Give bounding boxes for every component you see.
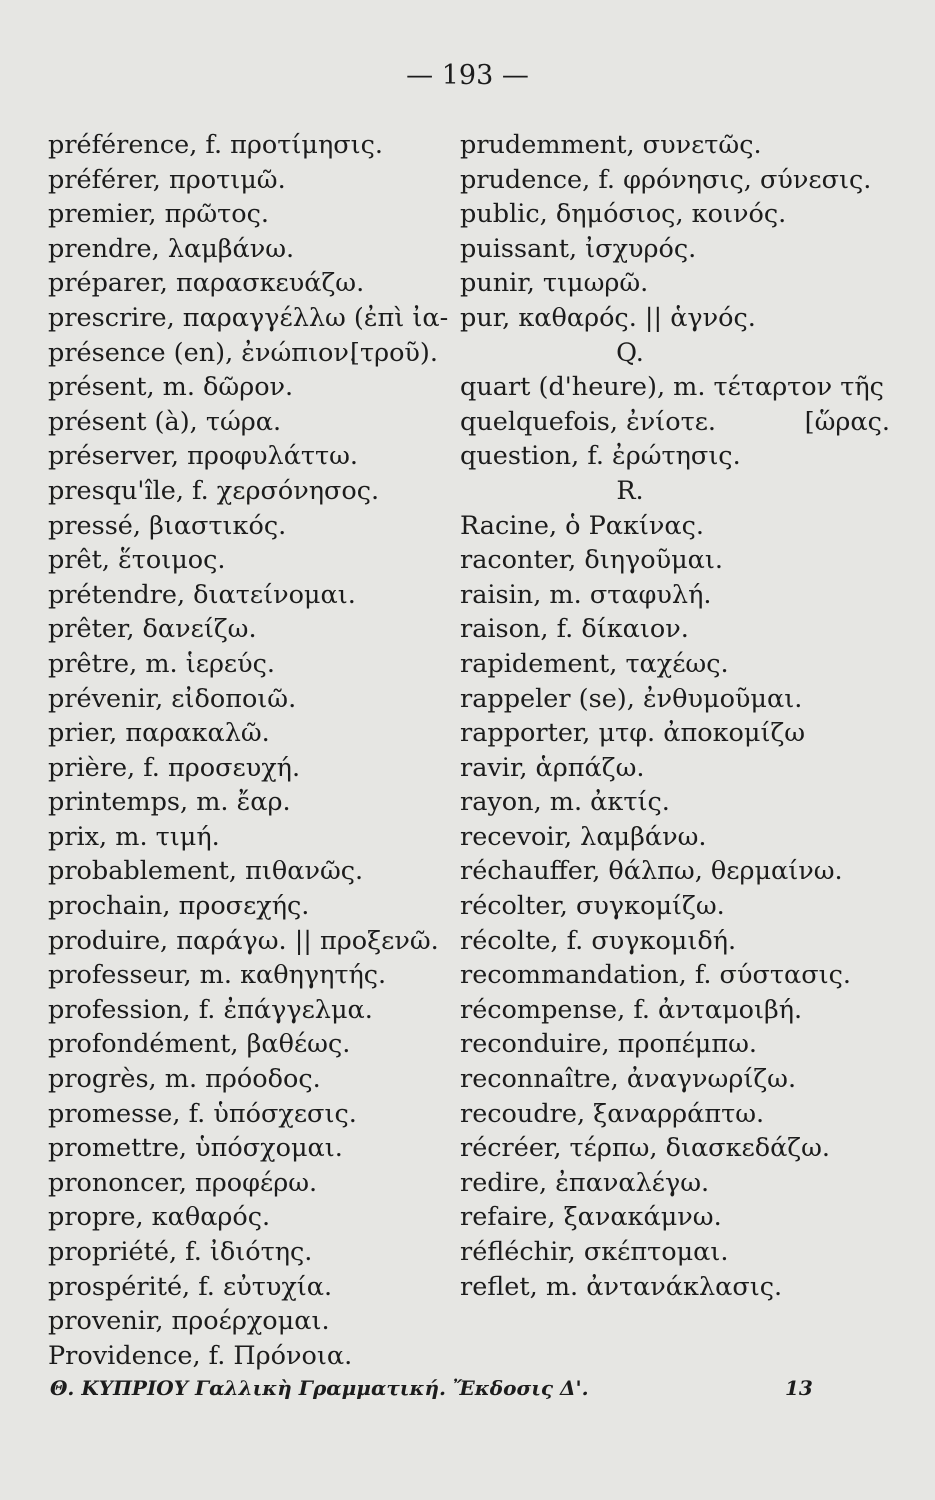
entry-text: récréer, τέρπω, διασκεδάζω.: [460, 1133, 831, 1164]
dictionary-entry: [48, 1097, 438, 1132]
dictionary-entry: [460, 128, 890, 163]
entry-text: rappeler (se), ἐνθυμοῦμαι.: [460, 683, 803, 714]
entry-text: propriété, f. ἰδιότης.: [48, 1237, 313, 1267]
dictionary-entry: [460, 1062, 890, 1097]
entry-text: récompense, f. ἀνταμοιβή.: [460, 994, 803, 1025]
dictionary-entry: [48, 1270, 438, 1305]
dictionary-entry: [460, 301, 890, 336]
dictionary-entry: [460, 820, 890, 855]
dictionary-entry: [48, 543, 438, 578]
dictionary-entry: [48, 958, 438, 993]
dictionary-entry: [48, 163, 438, 198]
dictionary-entry: [460, 578, 890, 613]
dictionary-entry: [48, 682, 438, 717]
dictionary-entry: [48, 266, 438, 301]
dictionary-entry: [48, 751, 438, 786]
dictionary-entry: [460, 751, 890, 786]
dictionary-entry: [460, 439, 890, 474]
dictionary-entry: [460, 924, 890, 959]
dictionary-entry: [460, 197, 890, 232]
entry-text: quart (d'heure), m. τέταρτον τῆς: [460, 372, 884, 403]
entry-text: progrès, m. πρόοδος.: [48, 1064, 321, 1095]
entry-text: prudence, f. φρόνησις, σύνεσις.: [460, 164, 872, 195]
dictionary-entry: [48, 1062, 438, 1097]
entry-text: profondément, βαθέως.: [48, 1029, 351, 1060]
entry-text: premier, πρῶτος.: [48, 199, 270, 230]
letter-heading: R.: [616, 475, 644, 506]
dictionary-entry: [48, 854, 438, 889]
entry-text: ravir, ἁρπάζω.: [460, 752, 645, 783]
entry-text: puissant, ἰσχυρός.: [460, 233, 697, 264]
entry-text: présence (en), ἐνώπιον.: [48, 337, 358, 368]
dictionary-entry: [460, 854, 890, 889]
entry-text: recommandation, f. σύστασις.: [460, 960, 851, 991]
dictionary-entry: [460, 163, 890, 198]
entry-text: punir, τιμωρῶ.: [460, 268, 649, 299]
entry-text: reconnaître, ἀναγνωρίζω.: [460, 1064, 797, 1095]
entry-text: rapporter, μτφ. ἀποκομίζω: [460, 718, 806, 749]
dictionary-entry: [460, 1200, 890, 1235]
entry-text: raconter, διηγοῦμαι.: [460, 545, 724, 576]
dictionary-entry: [48, 509, 438, 544]
entry-text: prêtre, m. ἱερεύς.: [48, 648, 276, 679]
entry-text: prix, m. τιμή.: [48, 821, 220, 852]
dictionary-entry: [48, 785, 438, 820]
footer-signature: 13: [785, 1376, 813, 1400]
entry-text: réchauffer, θάλπω, θερμαίνω.: [460, 856, 843, 887]
dictionary-entry: [48, 301, 449, 336]
left-column: [48, 128, 449, 1373]
dictionary-entry: [460, 370, 890, 405]
dictionary-entry: [48, 474, 438, 509]
letter-heading: Q.: [616, 337, 644, 368]
page-number: — 193 —: [406, 60, 529, 91]
dictionary-entry: [48, 128, 438, 163]
entry-text: printemps, m. ἔαρ.: [48, 787, 291, 818]
entry-text: prospérité, f. εὐτυχία.: [48, 1271, 333, 1302]
dictionary-entry: [460, 1166, 890, 1201]
entry-text: profession, f. ἐπάγγελμα.: [48, 994, 373, 1025]
entry-text: préférence, f. προτίμησις.: [48, 130, 384, 160]
entry-text: raison, f. δίκαιον.: [460, 614, 689, 645]
dictionary-entry: [460, 1235, 890, 1270]
entry-text: Providence, f. Πρόνοια.: [48, 1340, 353, 1371]
dictionary-entry: [460, 682, 890, 717]
dictionary-entry: [460, 1097, 890, 1132]
dictionary-entry: [48, 647, 438, 682]
dictionary-entry: [48, 1131, 438, 1166]
entry-text: Racine, ὁ Ρακίνας.: [460, 510, 705, 541]
entry-text: récolte, f. συγκομιδή.: [460, 925, 737, 956]
entry-text: prière, f. προσευχή.: [48, 752, 301, 783]
entry-text: question, f. ἐρώτησις.: [460, 441, 741, 472]
dictionary-entry: [460, 958, 890, 993]
dictionary-entry: [460, 647, 890, 682]
dictionary-entry: [48, 370, 438, 405]
entry-text: propre, καθαρός.: [48, 1202, 271, 1233]
entry-text: provenir, προέρχομαι.: [48, 1306, 330, 1337]
entry-text: pressé, βιαστικός.: [48, 510, 287, 541]
dictionary-entry: [48, 1235, 438, 1270]
footer-title: Θ. ΚΥΠΡΙΟΥ Γαλλικὴ Γραμματική. Ἔκδοσις Δ'.: [50, 1376, 589, 1400]
entry-continuation: [ὥρας.: [804, 406, 890, 437]
entry-text: préparer, παρασκευάζω.: [48, 268, 365, 299]
entry-text: probablement, πιθανῶς.: [48, 856, 364, 887]
dictionary-entry: [460, 405, 890, 440]
entry-text: redire, ἐπαναλέγω.: [460, 1167, 710, 1198]
dictionary-entry: [460, 266, 890, 301]
dictionary-entry: [48, 439, 438, 474]
dictionary-entry: [48, 197, 438, 232]
dictionary-entry: [48, 1027, 438, 1062]
dictionary-entry: [460, 232, 890, 267]
dictionary-entry: [48, 578, 438, 613]
dictionary-entry: [48, 1304, 438, 1339]
dictionary-entry: [48, 232, 438, 267]
entry-continuation: [τροῦ).: [350, 337, 438, 368]
entry-text: rapidement, ταχέως.: [460, 648, 729, 679]
entry-text: présent, m. δῶρον.: [48, 372, 294, 403]
dictionary-entry: [460, 993, 890, 1028]
dictionary-entry: [460, 509, 890, 544]
entry-text: recevoir, λαμβάνω.: [460, 821, 707, 852]
entry-text: prochain, προσεχής.: [48, 891, 310, 922]
entry-text: reconduire, προπέμπω.: [460, 1029, 758, 1060]
entry-text: prudemment, συνετῶς.: [460, 130, 762, 160]
dictionary-entry: [48, 993, 438, 1028]
entry-text: produire, παράγω. || προξενῶ.: [48, 925, 439, 956]
dictionary-entry: [460, 543, 890, 578]
entry-text: prendre, λαμβάνω.: [48, 233, 295, 264]
entry-text: pur, καθαρός. || ἁγνός.: [460, 302, 756, 333]
entry-text: raisin, m. σταφυλή.: [460, 579, 712, 610]
dictionary-entry: [48, 889, 438, 924]
dictionary-entry: [48, 924, 438, 959]
entry-text: recoudre, ξαναρράπτω.: [460, 1098, 765, 1129]
dictionary-entry: [460, 1027, 890, 1062]
dictionary-entry: [48, 612, 438, 647]
dictionary-entry: [460, 1270, 890, 1305]
entry-text: prétendre, διατείνομαι.: [48, 579, 356, 610]
dictionary-entry: [460, 612, 890, 647]
dictionary-entry: [460, 785, 890, 820]
dictionary-entry: [460, 889, 890, 924]
dictionary-entry: [460, 716, 890, 751]
dictionary-entry: [48, 716, 438, 751]
entry-text: réfléchir, σκέπτομαι.: [460, 1237, 729, 1267]
entry-text: prononcer, προφέρω.: [48, 1167, 318, 1198]
entry-text: presqu'île, f. χερσόνησος.: [48, 475, 380, 506]
entry-text: prescrire, παραγγέλλω (ἐπὶ ἰα-: [48, 302, 449, 333]
entry-text: préserver, προφυλάττω.: [48, 441, 359, 472]
entry-text: quelquefois, ἐνίοτε.: [460, 406, 717, 437]
entry-text: professeur, m. καθηγητής.: [48, 960, 387, 991]
entry-text: rayon, m. ἀκτίς.: [460, 787, 670, 818]
right-column: [460, 128, 890, 1304]
entry-text: promesse, f. ὑπόσχεσις.: [48, 1098, 357, 1129]
entry-text: reflet, m. ἀντανάκλασις.: [460, 1271, 783, 1302]
dictionary-entry: [48, 820, 438, 855]
entry-text: prêt, ἕτοιμος.: [48, 545, 226, 576]
entry-text: prêter, δανείζω.: [48, 614, 257, 645]
dictionary-entry: [48, 405, 438, 440]
entry-text: public, δημόσιος, κοινός.: [460, 199, 787, 230]
dictionary-entry: [48, 1339, 438, 1374]
entry-text: prier, παρακαλῶ.: [48, 718, 270, 749]
entry-text: préférer, προτιμῶ.: [48, 164, 286, 195]
dictionary-entry: [48, 1166, 438, 1201]
entry-text: récolter, συγκομίζω.: [460, 891, 725, 922]
dictionary-entry: [48, 1200, 438, 1235]
dictionary-entry: [48, 336, 438, 371]
entry-text: promettre, ὑπόσχομαι.: [48, 1133, 343, 1164]
entry-text: présent (à), τώρα.: [48, 406, 282, 437]
entry-text: prévenir, εἰδοποιῶ.: [48, 683, 297, 714]
dictionary-entry: [460, 1131, 890, 1166]
entry-text: refaire, ξανακάμνω.: [460, 1202, 722, 1233]
